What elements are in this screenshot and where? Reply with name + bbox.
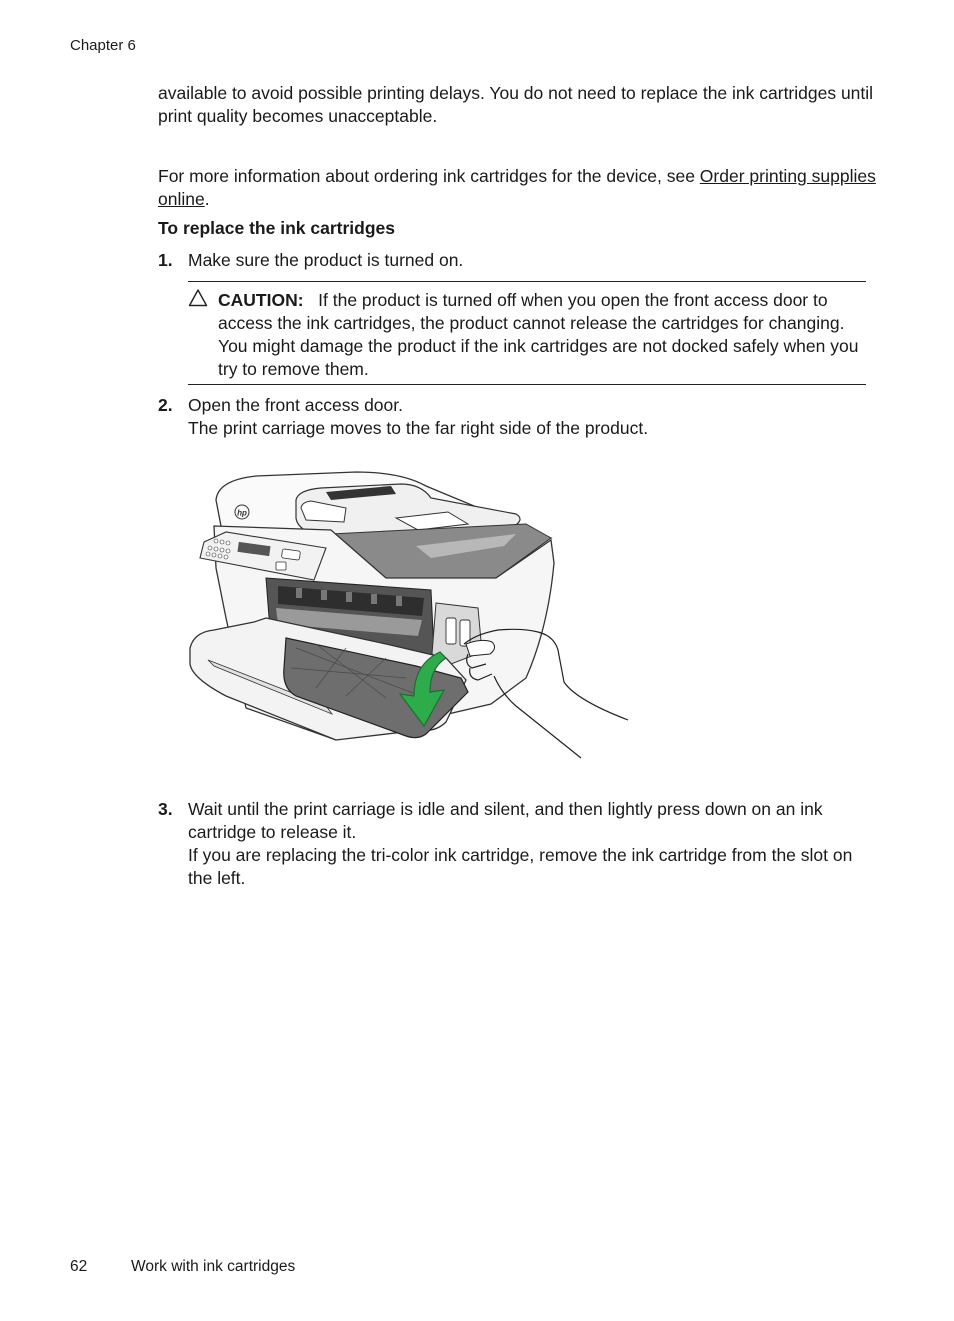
step-2-number: 2. (158, 395, 173, 415)
caution-triangle-icon (188, 288, 208, 308)
caution-text: If the product is turned off when you open the front access door to access the ink cartridges, the product cannot release the cartridges for changing. You might damage the product if the ink cartridges are not docked safely when you try to remove them. (218, 290, 859, 379)
caution-note (218, 289, 873, 381)
order-supplies-link[interactable]: Order printing supplies online (158, 166, 876, 209)
step-3-block (188, 798, 878, 890)
step-2-detail: The print carriage moves to the far right side of the product. (188, 418, 649, 438)
caution-top-rule (188, 281, 866, 282)
chapter-header: Chapter 6 (70, 37, 136, 54)
step-1-number: 1. (158, 250, 173, 270)
caution-bottom-rule (188, 384, 866, 385)
caution-label: CAUTION: (218, 290, 304, 310)
hp-logo-text: hp (237, 508, 247, 518)
intro-paragraph: available to avoid possible printing delays. You do not need to replace the ink cartridges until print quality becomes unacceptable. (158, 83, 874, 126)
procedure-heading: To replace the ink cartridges (158, 218, 395, 238)
step-3-number: 3. (158, 799, 173, 819)
ordering-info-period: . (204, 189, 210, 209)
step-1-text: Make sure the product is turned on. (188, 250, 464, 270)
page-number: 62 (70, 1258, 88, 1275)
ordering-info-paragraph (158, 165, 878, 211)
step-2-text: Open the front access door. (188, 395, 403, 415)
step-2-block (188, 394, 868, 440)
ordering-info-text: For more information about ordering ink cartridges for the device, see (158, 166, 700, 186)
step-3-detail: If you are replacing the tri-color ink cartridge, remove the ink cartridge from the slot on the left. (188, 845, 853, 888)
step-3-text: Wait until the print carriage is idle and silent, and then lightly press down on an ink cartridge to release it. (188, 799, 823, 842)
printer-illustration (186, 468, 636, 760)
footer-section-title: Work with ink cartridges (131, 1258, 296, 1275)
